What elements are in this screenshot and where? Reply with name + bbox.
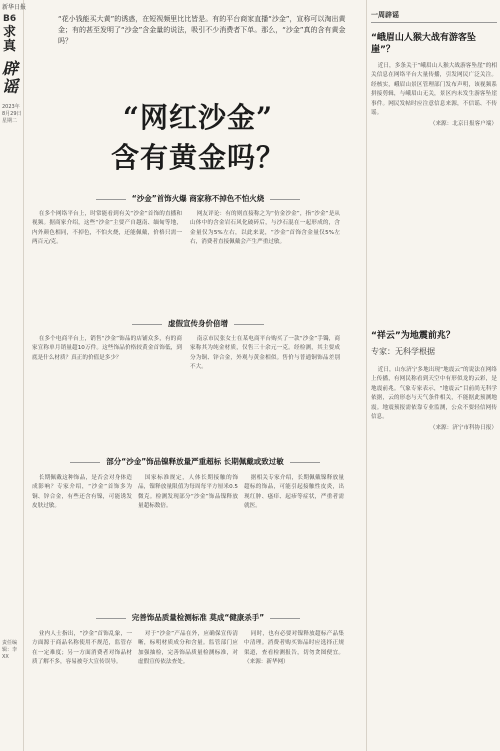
sidebar-article-1-source: （来源：北京日报客户端） (429, 121, 497, 128)
headline-line-1: “网红沙金” (122, 101, 274, 134)
sidebar-header: 一周辟谣 (371, 11, 399, 19)
page-number: B6 (3, 14, 17, 24)
section-rubric: 求真 (3, 25, 17, 54)
publication-date: 2023年 8月29日 星期二 (2, 104, 22, 124)
headline-line-2: 含有黄金吗？ (110, 141, 285, 174)
section-3-col-2: 国家标准规定，人体长期接触的饰品，镍释放量限值为每周每平方厘米0.5微克。检测发现部分“沙金”饰品镍释放量超标数倍。 (138, 475, 238, 510)
left-rail (0, 0, 27, 751)
headline (98, 98, 298, 178)
sidebar-article-1-body: 近日，多条关于“峨眉山人猴大战游客坠崖”的相关信息在网络平台大量传播，引发网民广泛关注。经核实，峨眉山景区管理部门发布声明，该视频系拼接剪辑，与峨眉山无关，景区内未发生游客坠崖事件。网民发帖时应注意信息来源，不信谣、不传谣。 （来源：北京日报客户端） (371, 62, 497, 130)
section-rubric-secondary: 辟谣 (2, 59, 19, 96)
section-heading-2: 虚假宣传身价倍增 (38, 318, 358, 329)
sidebar-article-2-subtitle: 专家：无科学根据 (371, 347, 435, 356)
section-heading-3: 部分“沙金”饰品镍释放量严重超标 长期佩戴或致过敏 (28, 456, 362, 467)
sidebar-article-2-body: 近日，山东济宁多地出现“地震云”的说法在网络上传播，有网民称看到天空中有形似龙的云彩，是地震前兆。气象专家表示，“地震云”目前尚无科学依据，云的形态与天气条件相关，不能据此预测地震。地震预报需依靠专业监测，公众不要轻信网传信息。 （来源：济宁市科协日报） (371, 366, 497, 434)
newspaper-name: 新华日报 (2, 4, 27, 11)
section-2-col-1: 在多个电商平台上，销售“沙金”饰品的店铺众多，有的商家宣称单月销量超10万件。这些饰品价格较黄金首饰低，到底是什么材质？真正的价值是多少？ (32, 336, 182, 361)
sidebar-column (366, 0, 500, 751)
section-2-col-2: 南京市民张女士在某电商平台购买了一款“沙金”手镯，商家称其为纯金材质，仅售三十余元一克。经检测，其主要成分为铜、锌合金，外观与黄金相似。售价与普通铜饰品差别不大。 (190, 336, 340, 371)
section-3-col-3: 据相关专家介绍，长期佩戴镍释放量超标的饰品，可能引起接触性皮炎，出现红肿、瘙痒、起疹等症状，严重者需就医。 (244, 475, 344, 510)
section-1-col-1: 在多个网络平台上，时常能看到有关“沙金”首饰的直播和视频。据商家介绍，这些“沙金”主要产自越南、缅甸等地，内外颜色相同，不掉色，不怕火烧，还能佩戴，价格只需一两百元/克。 (32, 211, 182, 246)
editor-credit: 责任编辑：李 XX (2, 640, 18, 660)
sidebar-article-2-source: （来源：济宁市科协日报） (429, 425, 497, 432)
section-4-col-2: 对于“沙金”产品在外，应确保宣传清晰，标明材质成分和含量。监管部门应加强抽检，完善饰品质量检测标准，对虚假宣传依法查处。 (138, 631, 238, 666)
section-1-col-2: 网友评论：有的则直接称之为“仿金沙金”，指“沙金”是从山体中的含金岩石风化破碎后，与沙石混在一起形成的，含金量仅为5%左右，以此来说，“沙金”首饰含金量仅5%左右，消费者直接佩戴会产生严重过敏。 (190, 211, 340, 246)
article-intro: “花小钱能买大黄”的诱惑，在短视频里比比皆是。有的平台商家直播“沙金”，宣称可以淘出黄金；有的甚至发明了“沙金”含金量的说法，吸引不少消费者下单。那么，“沙金”真的含有黄金吗？ (58, 15, 346, 45)
section-heading-4: 完善饰品质量检测标准 莫成“健康杀手” (38, 612, 358, 623)
section-heading-1: “沙金”首饰火爆 商家称不掉色不怕火烧 (38, 193, 358, 204)
section-4-col-3: 同时，也有必要对镍释放超标产品集中清理。消费者购买饰品时应选择正规渠道，查看检测报告，切勿贪图便宜。（来源：新华网） (244, 631, 344, 666)
section-3-col-1: 长期佩戴这种饰品，是否会对身体造成影响？专家介绍，“沙金”首饰多为铜、锌合金，有些还含有镍，可能诱发皮肤过敏。 (32, 475, 132, 510)
main-article (28, 0, 362, 751)
section-4-col-1: 业内人士指出，“沙金”首饰乱象，一方面源于商品名称使用不规范，监管存在一定难度；另一方面消费者对饰品材质了解不多，容易被夸大宣传误导。 (32, 631, 132, 666)
sidebar-article-1-title: “峨眉山人猴大战有游客坠崖”？ (371, 33, 476, 55)
sidebar-article-2-title: “祥云”为地震前兆？ (371, 331, 455, 341)
